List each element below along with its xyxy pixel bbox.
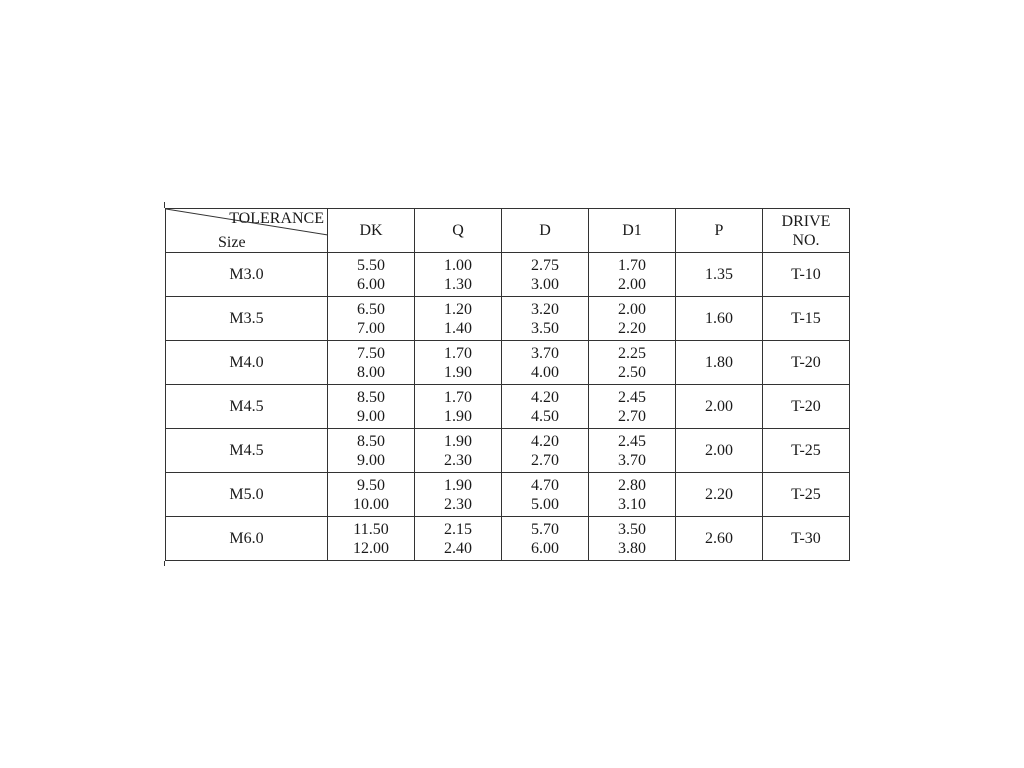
size-cell: M4.5 [166, 385, 328, 429]
size-cell: M5.0 [166, 473, 328, 517]
d-cell [502, 297, 589, 341]
size-cell: M3.0 [166, 253, 328, 297]
dk-min: 8.50 [357, 432, 385, 450]
q-cell [415, 473, 502, 517]
dk-min: 7.50 [357, 344, 385, 362]
p-cell: 2.00 [676, 385, 763, 429]
d-cell [502, 341, 589, 385]
d-max: 4.00 [531, 363, 559, 381]
drive-cell: T-20 [763, 385, 850, 429]
dk-cell [328, 297, 415, 341]
q-min: 1.90 [444, 432, 472, 450]
q-cell [415, 341, 502, 385]
dk-min: 11.50 [353, 520, 389, 538]
d1-cell [589, 297, 676, 341]
column-header-p: P [676, 209, 763, 253]
q-max: 1.90 [444, 363, 472, 381]
d-min: 3.70 [531, 344, 559, 362]
drive-cell: T-25 [763, 429, 850, 473]
q-cell [415, 297, 502, 341]
d-max: 6.00 [531, 539, 559, 557]
table-header-row [166, 209, 850, 253]
dk-cell [328, 429, 415, 473]
drive-header-line1: DRIVE [781, 212, 831, 230]
d1-cell [589, 385, 676, 429]
table-row [166, 385, 850, 429]
q-min: 1.90 [444, 476, 472, 494]
column-header-d: D [502, 209, 589, 253]
tolerance-label: TOLERANCE [229, 210, 324, 227]
drive-cell: T-25 [763, 473, 850, 517]
d1-min: 2.00 [618, 300, 646, 318]
table-row [166, 473, 850, 517]
d1-max: 2.50 [618, 363, 646, 381]
column-header-dk: DK [328, 209, 415, 253]
table-row [166, 517, 850, 561]
q-max: 1.40 [444, 319, 472, 337]
d-cell [502, 253, 589, 297]
d1-min: 1.70 [618, 256, 646, 274]
column-header-d1: D1 [589, 209, 676, 253]
d1-cell [589, 429, 676, 473]
size-cell: M4.5 [166, 429, 328, 473]
q-min: 2.15 [444, 520, 472, 538]
size-cell: M6.0 [166, 517, 328, 561]
d-min: 2.75 [531, 256, 559, 274]
dk-max: 9.00 [357, 407, 385, 425]
q-max: 2.40 [444, 539, 472, 557]
table-row [166, 429, 850, 473]
table-row [166, 297, 850, 341]
d1-cell [589, 517, 676, 561]
d-cell [502, 473, 589, 517]
q-cell [415, 429, 502, 473]
size-cell: M3.5 [166, 297, 328, 341]
d1-cell [589, 473, 676, 517]
dk-min: 5.50 [357, 256, 385, 274]
table-edge-tick-bottom [164, 561, 165, 566]
d1-min: 2.45 [618, 388, 646, 406]
q-cell [415, 253, 502, 297]
d1-min: 2.80 [618, 476, 646, 494]
dk-min: 8.50 [357, 388, 385, 406]
p-cell: 2.20 [676, 473, 763, 517]
p-cell: 2.00 [676, 429, 763, 473]
d-max: 3.50 [531, 319, 559, 337]
q-min: 1.00 [444, 256, 472, 274]
d-min: 4.20 [531, 432, 559, 450]
drive-cell: T-10 [763, 253, 850, 297]
d-min: 5.70 [531, 520, 559, 538]
p-cell: 2.60 [676, 517, 763, 561]
dk-max: 8.00 [357, 363, 385, 381]
d-min: 4.20 [531, 388, 559, 406]
size-label: Size [218, 234, 246, 251]
d-max: 2.70 [531, 451, 559, 469]
d-max: 5.00 [531, 495, 559, 513]
dk-max: 7.00 [357, 319, 385, 337]
dk-min: 9.50 [357, 476, 385, 494]
q-cell [415, 385, 502, 429]
drive-cell: T-15 [763, 297, 850, 341]
q-min: 1.20 [444, 300, 472, 318]
d1-max: 2.70 [618, 407, 646, 425]
dk-max: 9.00 [357, 451, 385, 469]
d1-max: 3.80 [618, 539, 646, 557]
table-body [166, 253, 850, 561]
dk-max: 6.00 [357, 275, 385, 293]
d1-max: 2.20 [618, 319, 646, 337]
q-max: 1.90 [444, 407, 472, 425]
q-max: 2.30 [444, 451, 472, 469]
d1-cell [589, 253, 676, 297]
table-row [166, 341, 850, 385]
q-cell [415, 517, 502, 561]
d1-min: 3.50 [618, 520, 646, 538]
drive-cell: T-20 [763, 341, 850, 385]
q-max: 2.30 [444, 495, 472, 513]
d-cell [502, 385, 589, 429]
d-cell [502, 429, 589, 473]
drive-cell: T-30 [763, 517, 850, 561]
screw-spec-table [165, 208, 850, 561]
dk-cell [328, 473, 415, 517]
d1-max: 2.00 [618, 275, 646, 293]
corner-header-cell [166, 209, 328, 253]
d-cell [502, 517, 589, 561]
table-row [166, 253, 850, 297]
d1-min: 2.45 [618, 432, 646, 450]
d1-min: 2.25 [618, 344, 646, 362]
dk-cell [328, 385, 415, 429]
d-max: 3.00 [531, 275, 559, 293]
drive-header-line2: NO. [792, 231, 820, 249]
p-cell: 1.35 [676, 253, 763, 297]
dk-cell [328, 341, 415, 385]
dk-max: 12.00 [353, 539, 389, 557]
column-header-q: Q [415, 209, 502, 253]
column-header-drive [763, 209, 850, 253]
p-cell: 1.80 [676, 341, 763, 385]
dk-cell [328, 253, 415, 297]
d-max: 4.50 [531, 407, 559, 425]
dk-min: 6.50 [357, 300, 385, 318]
q-min: 1.70 [444, 388, 472, 406]
size-cell: M4.0 [166, 341, 328, 385]
p-cell: 1.60 [676, 297, 763, 341]
d1-max: 3.70 [618, 451, 646, 469]
d1-cell [589, 341, 676, 385]
d-min: 4.70 [531, 476, 559, 494]
dk-max: 10.00 [353, 495, 389, 513]
dk-cell [328, 517, 415, 561]
q-min: 1.70 [444, 344, 472, 362]
d-min: 3.20 [531, 300, 559, 318]
d1-max: 3.10 [618, 495, 646, 513]
q-max: 1.30 [444, 275, 472, 293]
